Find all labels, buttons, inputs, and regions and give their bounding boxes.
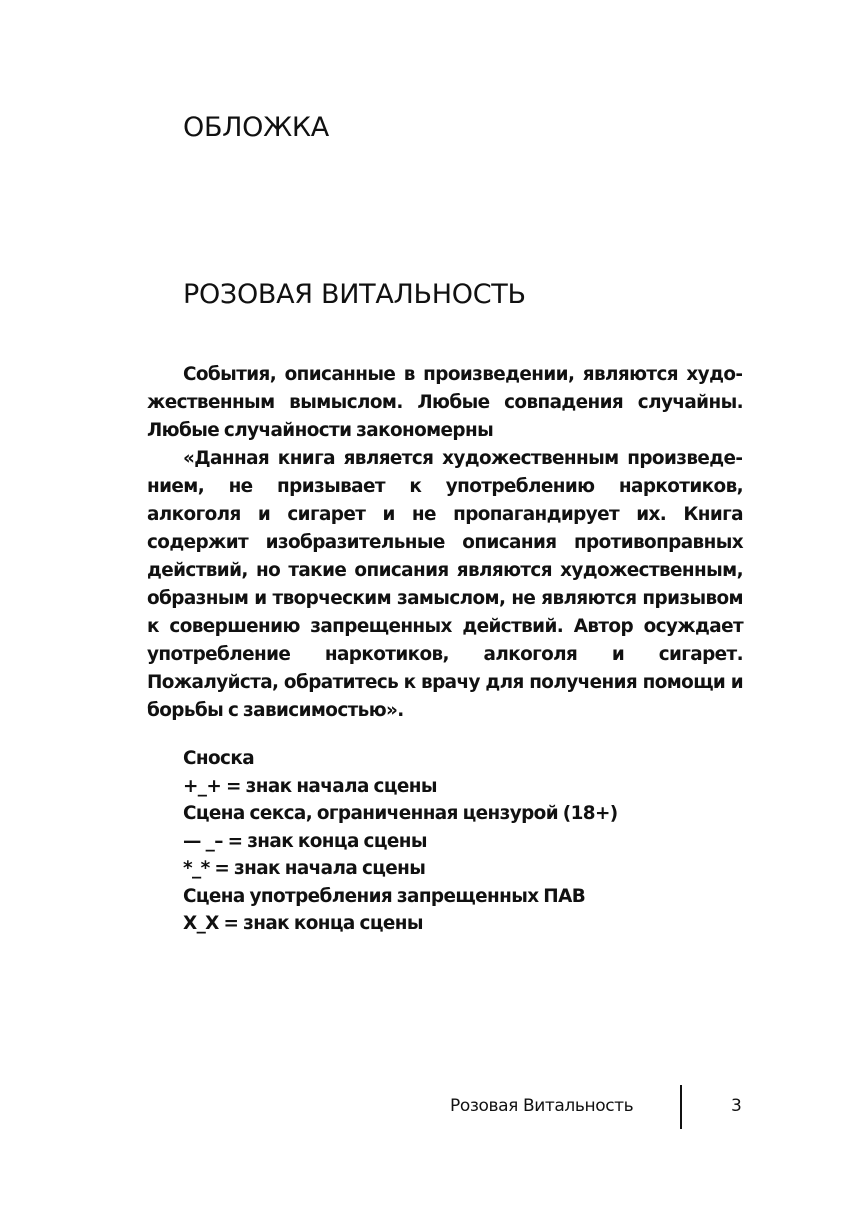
paragraph-drug-disclaimer: «Данная книга является художественным произведением, не призывает к употреблению наркотиков, алкоголя и сигарет и не пропагандирует их. Книга содержит изобразительные описания противоправных действий, но такие описания являются художественным, образным и творческим замыслом, не являются призывом к совершению запрещенных действий. Автор осуждает употребление наркотиков, алкоголя и сигарет. Пожалуйста, обратитесь к врачу для получения помощи и борьбы с зависимостью».: [147, 448, 743, 721]
legend-line: X_X = знак конца сцены: [183, 913, 423, 934]
legend-line: Сцена употребления запрещенных ПАВ: [183, 885, 586, 907]
legend-line: — _– = знак конца сцены: [183, 830, 427, 852]
legend-line: *_* = знак начала сцены: [183, 858, 426, 879]
running-footer-title: Розовая Витальность: [450, 1096, 634, 1116]
paragraph-fiction-notice: Cобытия, описанные в произведении, являются художественным вымыслом. Любые совпадения случайны. Любые случайности закономерны: [147, 364, 743, 441]
legend-line: +_+ = знак начала сцены: [183, 775, 437, 797]
footnote-legend: [183, 745, 618, 938]
legend-line: Сцена секса, ограниченная цензурой (18+): [183, 803, 618, 824]
footnote-heading: Сноска: [183, 748, 255, 769]
book-title-heading: РОЗОВАЯ ВИТАЛЬНОСТЬ: [183, 279, 526, 310]
disclaimer-text: [147, 361, 743, 725]
section-heading-cover: ОБЛОЖКА: [183, 112, 329, 143]
page-number: 3: [731, 1096, 742, 1116]
footer-divider: [680, 1085, 682, 1129]
